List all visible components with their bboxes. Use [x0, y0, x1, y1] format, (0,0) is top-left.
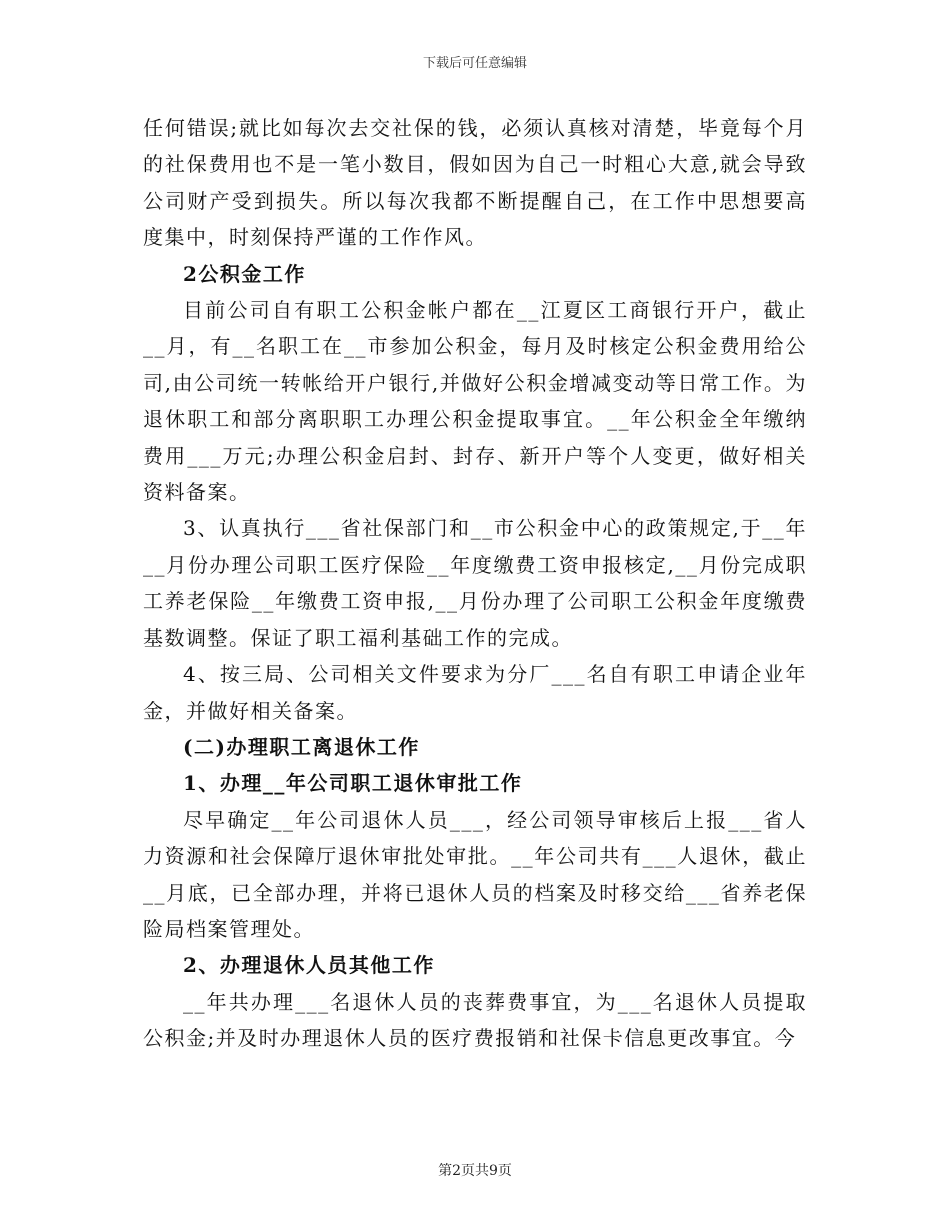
heading-housing-fund: 2公积金工作	[183, 261, 306, 286]
heading-retirement-approval: 1、办理__年公司职工退休审批工作	[183, 771, 523, 796]
page-number: 第2页共9页	[438, 1163, 512, 1179]
paragraph-4: 4、按三局、公司相关文件要求为分厂___名自有职工申请企业年金，并做好相关备案。	[143, 662, 807, 723]
paragraph-1: 任何错误;就比如每次去交社保的钱，必须认真核对清楚，毕竟每个月的社保费用也不是一笔小数目，假如因为自己一时粗心大意,就会导致公司财产受到损失。所以每次我都不断提醒自己，在工作中思想要高度集中，时刻保持严谨的工作作风。	[143, 116, 807, 250]
paragraph-3: 3、认真执行___省社保部门和__市公积金中心的政策规定,于__年__月份办理公司职工医疗保险__年度缴费工资申报核定,__月份完成职工养老保险__年缴费工资申报,__月份办理了公司职工公积金年度缴费基数调整。保证了职工福利基础工作的完成。	[143, 516, 807, 650]
heading-retirement-work: (二)办理职工离退休工作	[183, 734, 420, 759]
paragraph-2: 目前公司自有职工公积金帐户都在__江夏区工商银行开户，截止__月，有__名职工在__市参加公积金，每月及时核定公积金费用给公司,由公司统一转帐给开户银行,并做好公积金增减变动等日常工作。为退休职工和部分离职职工办理公积金提取事宜。__年公积金全年缴纳费用___万元;办理公积金启封、封存、新开户等个人变更，做好相关资料备案。	[143, 298, 807, 505]
heading-retiree-other-work: 2、办理退休人员其他工作	[183, 953, 435, 978]
document-body	[143, 110, 807, 1057]
paragraph-6: __年共办理___名退休人员的丧葬费事宜，为___名退休人员提取公积金;并及时办理退休人员的医疗费报销和社保卡信息更改事宜。今	[143, 989, 807, 1051]
paragraph-5: 尽早确定__年公司退休人员___，经公司领导审核后上报___省人力资源和社会保障厅退休审批处审批。__年公司共有___人退休，截止__月底，已全部办理，并将已退休人员的档案及时移交给___省养老保险局档案管理处。	[143, 807, 807, 941]
page-header: 下载后可任意编辑	[422, 56, 527, 71]
